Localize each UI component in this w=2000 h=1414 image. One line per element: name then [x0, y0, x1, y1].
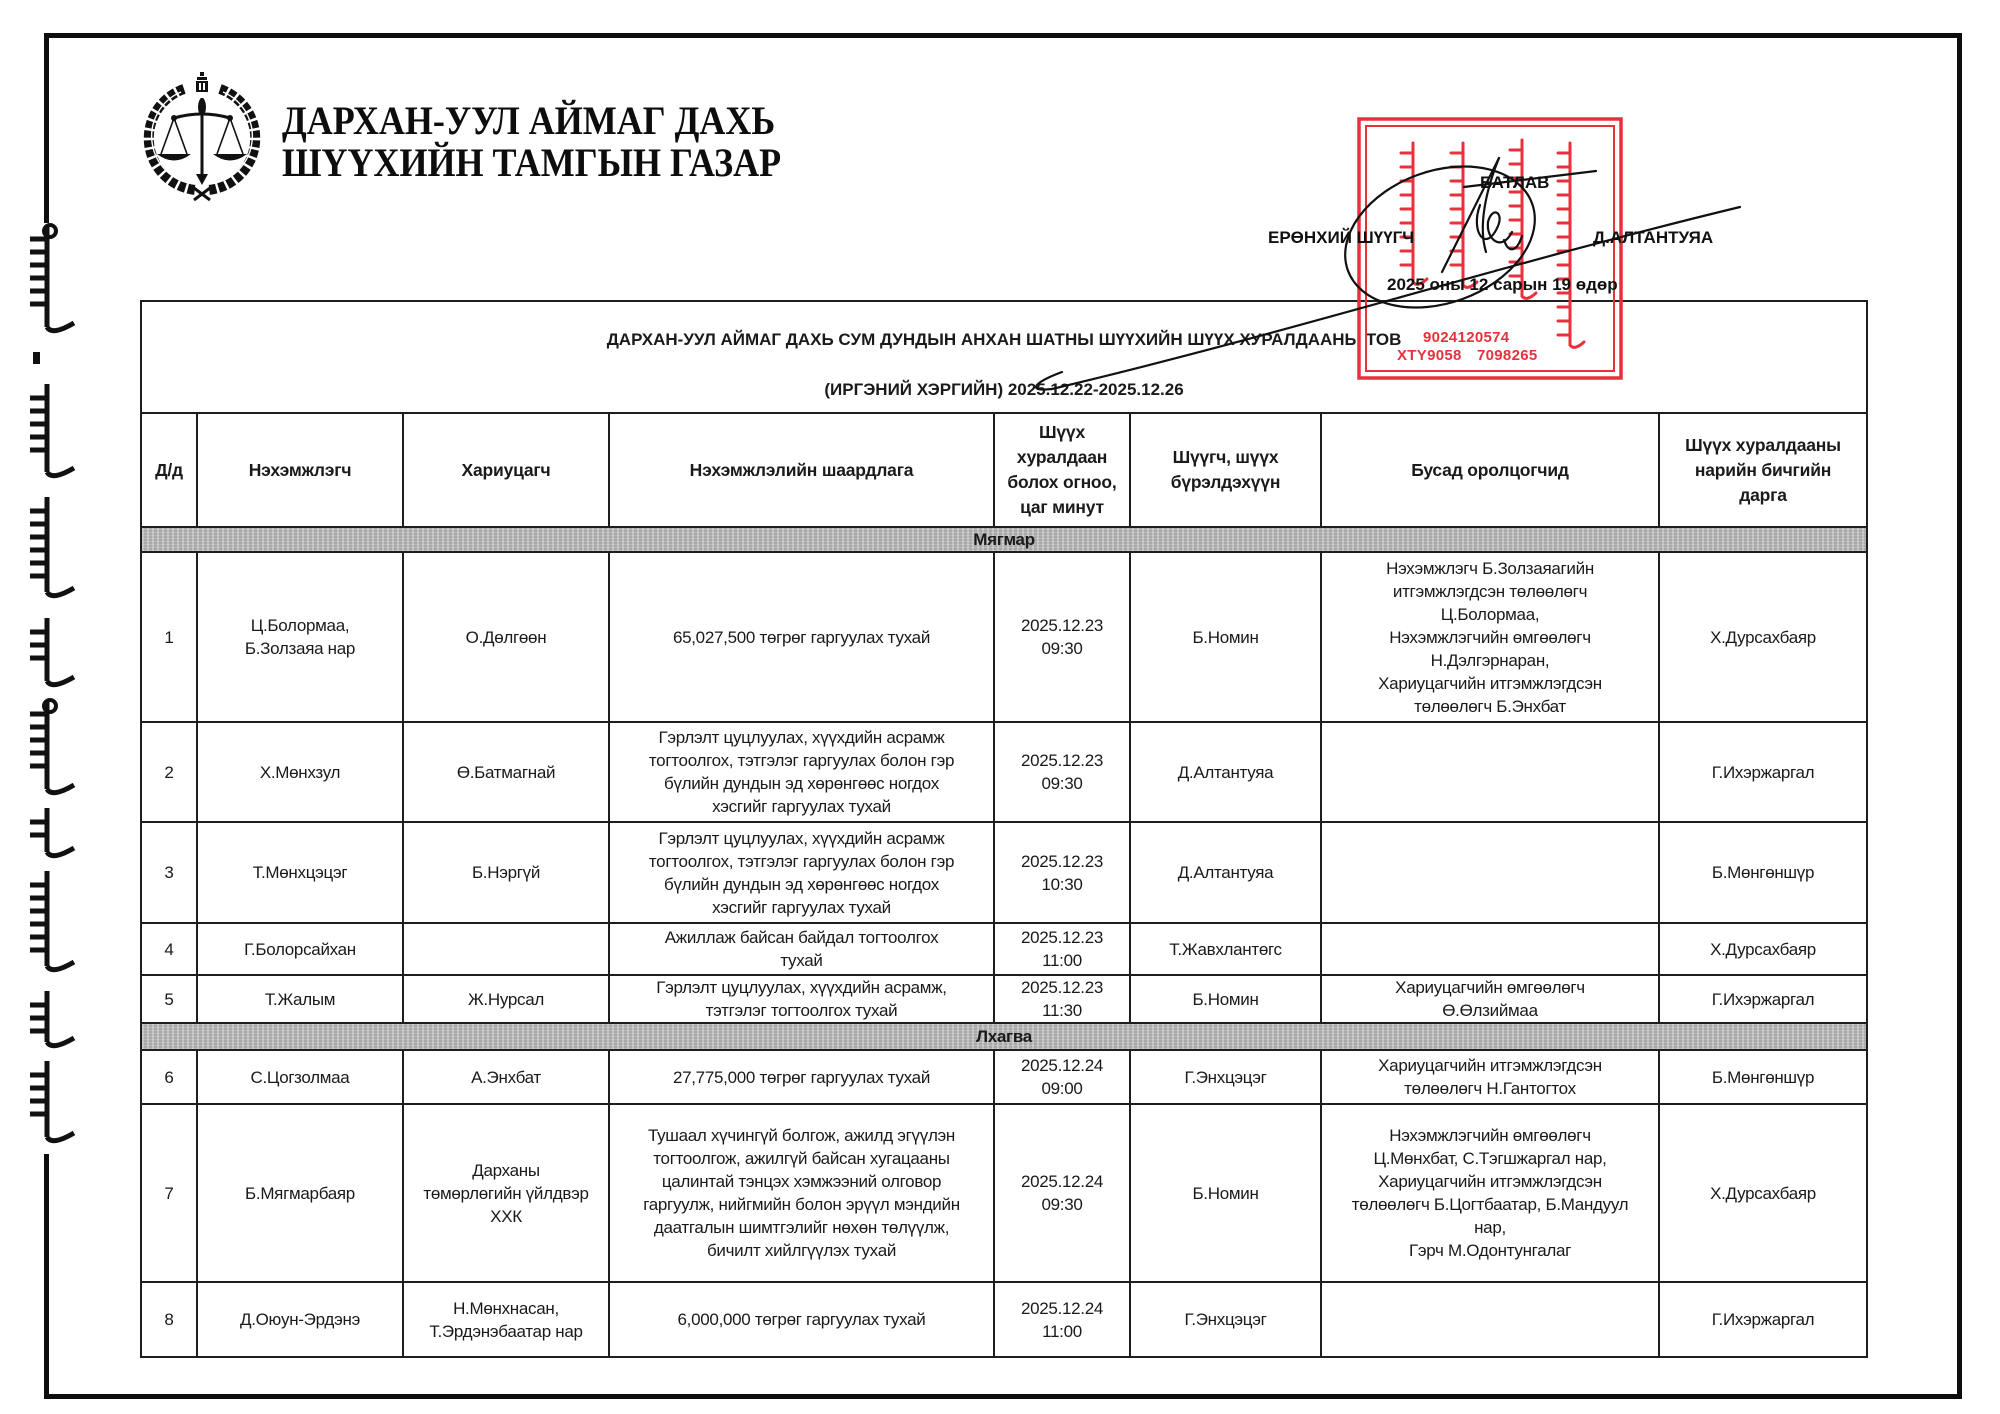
cell-claim: Гэрлэлт цуцлуулах, хүүхдийн асрамж, тэтгэлэг тогтоолгох тухай	[609, 975, 994, 1023]
hearing-time: 09:30	[1041, 639, 1083, 658]
cell-row-number: 2	[141, 722, 197, 822]
cell-secretary: Х.Дурсахбаяр	[1659, 923, 1867, 975]
column-header-defendant: Хариуцагч	[403, 413, 609, 527]
column-header-row-number: Д/д	[141, 413, 197, 527]
cell-row-number: 7	[141, 1104, 197, 1282]
hearing-date: 2025.12.23	[1020, 928, 1104, 947]
cell-secretary: Х.Дурсахбаяр	[1659, 552, 1867, 722]
column-header-secretary: Шүүх хуралдааны нарийн бичгийн дарга	[1659, 413, 1867, 527]
section-day-label: Лхагва	[141, 1023, 1867, 1050]
cell-judge: Б.Номин	[1130, 1104, 1321, 1282]
cell-hearing-datetime	[994, 975, 1130, 1023]
cell-hearing-datetime	[994, 822, 1130, 923]
cell-claim: Гэрлэлт цуцлуулах, хүүхдийн асрамж тогтоолгох, тэтгэлэг гаргуулах болон гэр бүлийн дундын эд хөрөнгөөс ногдох хэсгийг гаргуулах тухай	[609, 722, 994, 822]
cell-plaintiff: Д.Оюун-Эрдэнэ	[197, 1282, 403, 1357]
column-header-other-participants: Бусад оролцогчид	[1321, 413, 1659, 527]
table-title-line2: (ИРГЭНИЙ ХЭРГИЙН) 2025.12.22-2025.12.26	[824, 380, 1184, 399]
script-word-glyph	[30, 618, 74, 685]
hearing-date: 2025.12.23	[1020, 751, 1104, 770]
cell-other-participants	[1321, 923, 1659, 975]
approver-position: ЕРӨНХИЙ ШҮҮГЧ	[1268, 228, 1415, 247]
page-frame-bottom	[44, 1394, 1962, 1399]
hearing-time: 09:30	[1041, 774, 1083, 793]
cell-secretary: Б.Мөнгөншүр	[1659, 1050, 1867, 1104]
cell-defendant: Дарханы төмөрлөгийн үйлдвэр ХХК	[403, 1104, 609, 1282]
cell-secretary: Г.Ихэржаргал	[1659, 1282, 1867, 1357]
cell-hearing-datetime	[994, 1050, 1130, 1104]
section-day-label: Мягмар	[141, 527, 1867, 552]
hearing-date: 2025.12.24	[1020, 1298, 1104, 1318]
cell-judge: Б.Номин	[1130, 552, 1321, 722]
stamp-code: XTY9058	[1397, 347, 1462, 364]
cell-row-number: 8	[141, 1282, 197, 1357]
organization-name	[282, 100, 781, 184]
script-word-glyph	[30, 700, 74, 793]
cell-plaintiff: Т.Жалым	[197, 975, 403, 1023]
cell-judge: Д.Алтантуяа	[1130, 722, 1321, 822]
cell-secretary: Б.Мөнгөншүр	[1659, 822, 1867, 923]
cell-other-participants: Хариуцагчийн өмгөөлөгч Ө.Өлзиймаа	[1321, 975, 1659, 1023]
cell-claim: 6,000,000 төгрөг гаргуулах тухай	[609, 1282, 994, 1357]
table-row	[141, 822, 1867, 923]
cell-row-number: 5	[141, 975, 197, 1023]
cell-secretary: Г.Ихэржаргал	[1659, 722, 1867, 822]
hearing-date: 2025.12.23	[1020, 616, 1104, 635]
cell-plaintiff: С.Цогзолмаа	[197, 1050, 403, 1104]
script-word-glyph	[30, 871, 74, 970]
cell-hearing-datetime	[994, 1104, 1130, 1282]
approver-name: Д.АЛТАНТУЯА	[1593, 228, 1714, 247]
script-word-glyph	[30, 1061, 74, 1141]
hearing-time: 11:00	[1042, 1321, 1082, 1341]
column-header-hearing-datetime: Шүүх хуралдаан болох огноо, цаг минут	[994, 413, 1130, 527]
cell-judge: Б.Номин	[1130, 975, 1321, 1023]
table-row	[141, 975, 1867, 1023]
column-header-plaintiff: Нэхэмжлэгч	[197, 413, 403, 527]
cell-row-number: 4	[141, 923, 197, 975]
cell-other-participants: Нэхэмжлэгч Б.Золзаяагийн итгэмжлэгдсэн төлөөлөгч Ц.Болормаа, Нэхэмжлэгчийн өмгөөлөгч Н.Дэлгэрнаран, Хариуцагчийн итгэмжлэгдсэн төлөөлөгч Б.Энхбат	[1321, 552, 1659, 722]
script-dash-glyph	[33, 352, 40, 364]
cell-defendant: А.Энхбат	[403, 1050, 609, 1104]
hearing-time: 09:30	[1041, 1195, 1083, 1214]
script-word-glyph	[30, 384, 74, 476]
cell-defendant	[403, 923, 609, 975]
cell-claim: Тушаал хүчингүй болгож, ажилд эгүүлэн тогтоолгож, ажилгүй байсан хугацааны цалинтай тэнцэх хэмжээний олговор гаргуулж, нийгмийн болон эрүүл мэндийн даатгалын шимтгэлийг нөхөн төлүүлж, бичилт хийлгүүлэх тухай	[609, 1104, 994, 1282]
organization-name-line2: ШҮҮХИЙН ТАМГЫН ГАЗАР	[282, 140, 782, 185]
cell-claim: 65,027,500 төгрөг гаргуулах тухай	[609, 552, 994, 722]
stamp-code-number: 7098265	[1477, 347, 1538, 364]
hearing-time: 09:00	[1041, 1079, 1083, 1098]
cell-row-number: 1	[141, 552, 197, 722]
page-frame-right	[1957, 33, 1962, 1399]
cell-hearing-datetime	[994, 1282, 1130, 1357]
mongolian-vertical-script-icon	[0, 0, 100, 1414]
table-title-row	[141, 301, 1867, 413]
hearing-schedule-table	[140, 300, 1868, 1358]
table-row	[141, 722, 1867, 822]
cell-plaintiff: Х.Мөнхзул	[197, 722, 403, 822]
stamp-script-column	[1401, 143, 1427, 284]
cell-plaintiff: Б.Мягмарбаяр	[197, 1104, 403, 1282]
hearing-time: 10:30	[1041, 874, 1083, 894]
cell-row-number: 6	[141, 1050, 197, 1104]
table-row	[141, 923, 1867, 975]
script-word-glyph	[30, 991, 74, 1046]
section-day-row	[141, 1023, 1867, 1050]
section-day-row	[141, 527, 1867, 552]
cell-defendant: Ө.Батмагнай	[403, 722, 609, 822]
cell-judge: Г.Энхцэцэг	[1130, 1050, 1321, 1104]
table-title	[141, 301, 1867, 413]
table-title-line1: ДАРХАН-УУЛ АЙМАГ ДАХЬ СУМ ДУНДЫН АНХАН ШАТНЫ ШҮҮХИЙН ШҮҮХ ХУРАЛДААНЫ ТОВ	[606, 330, 1402, 349]
cell-other-participants	[1321, 1282, 1659, 1357]
cell-plaintiff: Т.Мөнхцэцэг	[197, 822, 403, 923]
hearing-date: 2025.12.24	[1020, 1056, 1104, 1075]
script-word-glyph	[30, 808, 74, 856]
cell-other-participants	[1321, 822, 1659, 923]
hearing-date: 2025.12.24	[1020, 1172, 1104, 1191]
table-row	[141, 1050, 1867, 1104]
hearing-time: 11:30	[1042, 1001, 1082, 1020]
script-word-glyph	[30, 225, 74, 331]
hearing-time: 11:00	[1042, 951, 1082, 970]
hearing-date: 2025.12.23	[1020, 978, 1104, 997]
table-body	[141, 527, 1867, 1357]
script-word-glyph	[30, 497, 74, 596]
cell-defendant: О.Дөлгөөн	[403, 552, 609, 722]
cell-other-participants: Хариуцагчийн итгэмжлэгдсэн төлөөлөгч Н.Гантогтох	[1321, 1050, 1659, 1104]
cell-judge: Д.Алтантуяа	[1130, 822, 1321, 923]
cell-other-participants: Нэхэмжлэгчийн өмгөөлөгч Ц.Мөнхбат, С.Тэгшжаргал нар, Хариуцагчийн итгэмжлэгдсэн төлөөлөгч Б.Цогтбаатар, Б.Мандуул нар, Гэрч М.Одонтунгалаг	[1321, 1104, 1659, 1282]
table-header-row	[141, 413, 1867, 527]
cell-judge: Г.Энхцэцэг	[1130, 1282, 1321, 1357]
page-frame-top	[44, 33, 1962, 38]
table-row	[141, 1282, 1867, 1357]
cell-secretary: Г.Ихэржаргал	[1659, 975, 1867, 1023]
cell-plaintiff: Ц.Болормаа, Б.Золзаяа нар	[197, 552, 403, 722]
hearing-date: 2025.12.23	[1020, 851, 1104, 871]
approved-label: БАТЛАВ	[1480, 173, 1550, 192]
cell-claim: Гэрлэлт цуцлуулах, хүүхдийн асрамж тогтоолгох, тэтгэлэг гаргуулах болон гэр бүлийн дундын эд хөрөнгөөс ногдох хэсгийг гаргуулах тухай	[609, 822, 994, 923]
table-row	[141, 1104, 1867, 1282]
table-row	[141, 552, 1867, 722]
organization-name-line1: ДАРХАН-УУЛ АЙМАГ ДАХЬ	[282, 98, 776, 143]
stamp-register-number: 9024120574	[1423, 329, 1510, 346]
cell-hearing-datetime	[994, 722, 1130, 822]
cell-other-participants	[1321, 722, 1659, 822]
cell-judge: Т.Жавхлантөгс	[1130, 923, 1321, 975]
approval-date: 2025 оны 12 сарын 19 өдөр	[1387, 275, 1618, 294]
cell-secretary: Х.Дурсахбаяр	[1659, 1104, 1867, 1282]
cell-defendant: Б.Нэргүй	[403, 822, 609, 923]
court-scales-emblem-icon	[140, 72, 264, 202]
cell-hearing-datetime	[994, 552, 1130, 722]
cell-claim: 27,775,000 төгрөг гаргуулах тухай	[609, 1050, 994, 1104]
stamp-script-column	[1451, 143, 1477, 287]
cell-defendant: Н.Мөнхнасан, Т.Эрдэнэбаатар нар	[403, 1282, 609, 1357]
column-header-judge: Шүүгч, шүүх бүрэлдэхүүн	[1130, 413, 1321, 527]
column-header-claim: Нэхэмжлэлийн шаардлага	[609, 413, 994, 527]
cell-plaintiff: Г.Болорсайхан	[197, 923, 403, 975]
cell-row-number: 3	[141, 822, 197, 923]
cell-defendant: Ж.Нурсал	[403, 975, 609, 1023]
cell-claim: Ажиллаж байсан байдал тогтоолгох тухай	[609, 923, 994, 975]
cell-hearing-datetime	[994, 923, 1130, 975]
